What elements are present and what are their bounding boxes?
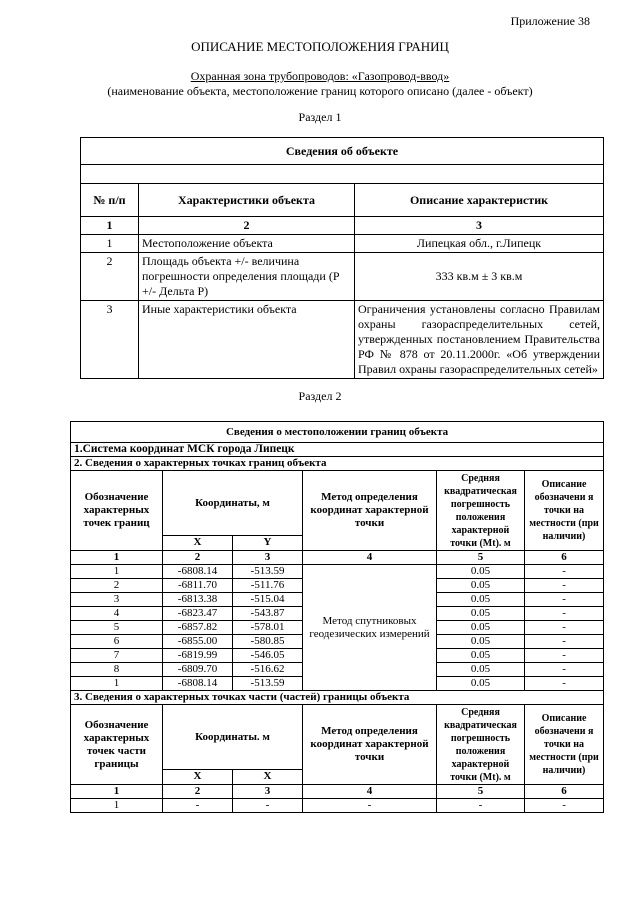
- part-point-description: -: [525, 799, 604, 813]
- point-y: -580.85: [233, 635, 303, 649]
- table-title: Сведения об объекте: [81, 138, 604, 165]
- section2-label: Раздел 2: [298, 389, 342, 403]
- point-y: -516.62: [233, 663, 303, 677]
- point-y: -513.59: [233, 565, 303, 579]
- subsection-coordinate-system: 1.Система координат МСК города Липецк: [71, 443, 604, 457]
- point-y: -543.87: [233, 607, 303, 621]
- point-error: 0.05: [437, 635, 525, 649]
- point-y: -578.01: [233, 621, 303, 635]
- point-id: 7: [71, 649, 163, 663]
- col-number: 2: [163, 785, 233, 799]
- col-number: 6: [525, 785, 604, 799]
- row-name: Местоположение объекта: [139, 235, 355, 253]
- header-error-part: Средняя квадратическая погрешность положения характерной точки (Mt). м: [437, 705, 525, 785]
- row-name: Площадь объекта +/- величина погрешности определения площади (Р +/- Дельта Р): [139, 253, 355, 301]
- point-x: -6823.47: [163, 607, 233, 621]
- table-row: [71, 565, 604, 579]
- part-point-id: 1: [71, 799, 163, 813]
- subsection-boundary-points: 2. Сведения о характерных точках границ объекта: [71, 457, 604, 471]
- part-point-y: -: [233, 799, 303, 813]
- col-number: 6: [525, 551, 604, 565]
- header-x-part: X: [163, 770, 233, 785]
- col-number: 3: [233, 551, 303, 565]
- point-description: -: [525, 635, 604, 649]
- row-value: 333 кв.м ± 3 кв.м: [355, 253, 604, 301]
- col-number: 2: [163, 551, 233, 565]
- point-x: -6808.14: [163, 677, 233, 691]
- header-coordinates-part: Координаты. м: [163, 705, 303, 770]
- point-id: 5: [71, 621, 163, 635]
- row-number: 1: [81, 235, 139, 253]
- col-number: 1: [71, 551, 163, 565]
- object-info-table: [80, 137, 604, 379]
- col-number: 4: [303, 785, 437, 799]
- part-point-method: -: [303, 799, 437, 813]
- spacer-row: [81, 165, 604, 184]
- point-x: -6813.38: [163, 593, 233, 607]
- object-description-note: (наименование объекта, местоположение границ которого описано (далее - объект): [107, 84, 533, 98]
- col-number: 5: [437, 551, 525, 565]
- col-number: 2: [139, 217, 355, 235]
- col-number: 1: [81, 217, 139, 235]
- point-description: -: [525, 593, 604, 607]
- point-description: -: [525, 663, 604, 677]
- col-number: 4: [303, 551, 437, 565]
- point-description: -: [525, 649, 604, 663]
- object-name: Охранная зона трубопроводов: «Газопровод-ввод»: [190, 69, 450, 83]
- header-point-designation-part: Обозначение характерных точек части границы: [71, 705, 163, 785]
- point-y: -513.59: [233, 677, 303, 691]
- point-x: -6819.99: [163, 649, 233, 663]
- point-error: 0.05: [437, 677, 525, 691]
- point-id: 1: [71, 677, 163, 691]
- point-x: -6811.70: [163, 579, 233, 593]
- part-point-error: -: [437, 799, 525, 813]
- document-title: ОПИСАНИЕ МЕСТОПОЛОЖЕНИЯ ГРАНИЦ: [191, 39, 449, 54]
- method-cell: Метод спутниковых геодезических измерений: [303, 565, 437, 691]
- header-point-description-part: Описание обозначени я точки на местности (при наличии): [525, 705, 604, 785]
- point-error: 0.05: [437, 621, 525, 635]
- row-value: Ограничения установлены согласно Правилам охраны газораспределительных сетей, утвержденных постановлением Правительства РФ № 878 от 20.11.2000г. «Об утверждении Правил охраны газораспределительных сетей»: [355, 301, 604, 379]
- point-error: 0.05: [437, 565, 525, 579]
- point-x: -6809.70: [163, 663, 233, 677]
- point-error: 0.05: [437, 649, 525, 663]
- point-id: 3: [71, 593, 163, 607]
- point-id: 8: [71, 663, 163, 677]
- point-error: 0.05: [437, 593, 525, 607]
- point-id: 4: [71, 607, 163, 621]
- header-method-part: Метод определения координат характерной точки: [303, 705, 437, 785]
- header-y: Y: [233, 536, 303, 551]
- table-title: Сведения о местоположении границ объекта: [71, 422, 604, 443]
- point-error: 0.05: [437, 579, 525, 593]
- row-number: 2: [81, 253, 139, 301]
- point-error: 0.05: [437, 607, 525, 621]
- header-characteristic: Характеристики объекта: [139, 184, 355, 217]
- header-x: X: [163, 536, 233, 551]
- point-description: -: [525, 621, 604, 635]
- boundary-location-table: [70, 421, 604, 813]
- point-id: 2: [71, 579, 163, 593]
- header-point-description: Описание обозначени я точки на местности (при наличии): [525, 471, 604, 551]
- table-row: [71, 799, 604, 813]
- point-y: -546.05: [233, 649, 303, 663]
- header-method: Метод определения координат характерной точки: [303, 471, 437, 551]
- point-description: -: [525, 579, 604, 593]
- point-description: -: [525, 565, 604, 579]
- table-row: [81, 301, 604, 379]
- row-number: 3: [81, 301, 139, 379]
- point-x: -6857.82: [163, 621, 233, 635]
- table-row: [81, 235, 604, 253]
- point-error: 0.05: [437, 663, 525, 677]
- point-id: 1: [71, 565, 163, 579]
- point-x: -6808.14: [163, 565, 233, 579]
- section1-label: Раздел 1: [298, 110, 342, 124]
- point-id: 6: [71, 635, 163, 649]
- row-value: Липецкая обл., г.Липецк: [355, 235, 604, 253]
- subsection-part-points: 3. Сведения о характерных точках части (частей) границы объекта: [71, 691, 604, 705]
- header-description: Описание характеристик: [355, 184, 604, 217]
- header-number: № п/п: [81, 184, 139, 217]
- col-number: 3: [233, 785, 303, 799]
- part-point-x: -: [163, 799, 233, 813]
- point-description: -: [525, 607, 604, 621]
- row-name: Иные характеристики объекта: [139, 301, 355, 379]
- col-number: 5: [437, 785, 525, 799]
- header-error: Средняя квадратическая погрешность положения характерной точки (Mt). м: [437, 471, 525, 551]
- point-y: -511.76: [233, 579, 303, 593]
- header-coordinates: Координаты, м: [163, 471, 303, 536]
- col-number: 1: [71, 785, 163, 799]
- header-y-part: X: [233, 770, 303, 785]
- point-description: -: [525, 677, 604, 691]
- point-y: -515.04: [233, 593, 303, 607]
- point-x: -6855.00: [163, 635, 233, 649]
- table-row: [81, 253, 604, 301]
- header-point-designation: Обозначение характерных точек границ: [71, 471, 163, 551]
- col-number: 3: [355, 217, 604, 235]
- appendix-label: Приложение 38: [510, 14, 590, 28]
